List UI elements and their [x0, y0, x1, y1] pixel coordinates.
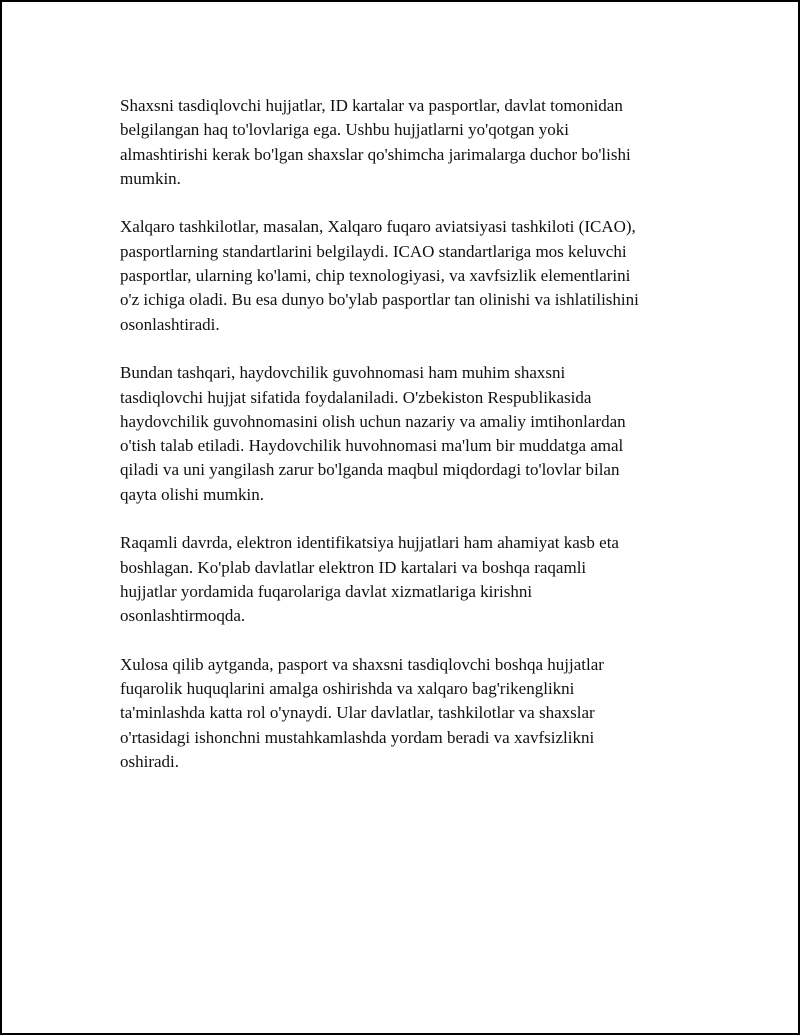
paragraph-electronic-id: Raqamli davrda, elektron identifikatsiya hujjatlari ham ahamiyat kasb eta boshlagan. Ko'plab davlatlar elektron ID kartalari va boshqa raqamli hujjatlar yordamida fuqarolariga davlat xizmatlariga kirishni osonlashtirmoqda.	[120, 533, 619, 626]
paragraph-driving-license: Bundan tashqari, haydovchilik guvohnomasi ham muhim shaxsni tasdiqlovchi hujjat sifatida foydalaniladi. O'zbekiston Respublikasida haydovchilik guvohnomasini olish uchun nazariy va amaliy imtihonlardan o'tish talab etiladi. Haydovchilik huvohnomasi ma'lum bir muddatga amal qiladi va uni yangilash zarur bo'lganda maqbul miqdordagi to'lovlar bilan qayta olishi mumkin.	[120, 363, 626, 504]
paragraph-fees: Shaxsni tasdiqlovchi hujjatlar, ID kartalar va pasportlar, davlat tomonidan belgilangan haq to'lovlariga ega. Ushbu hujjatlarni yo'qotgan yoki almashtirishi kerak bo'lgan shaxslar qo'shimcha jarimalarga duchor bo'lishi mumkin.	[120, 96, 631, 188]
paragraph-icao-standards: Xalqaro tashkilotlar, masalan, Xalqaro fuqaro aviatsiyasi tashkiloti (ICAO), pasportlarning standartlarini belgilaydi. ICAO standartlariga mos keluvchi pasportlar, ularning ko'lami, chip texnologiyasi, va xavfsizlik elementlarini o'z ichiga oladi. Bu esa dunyo bo'ylab pasportlar tan olinishi va ishlatilishini osonlashtiradi.	[120, 217, 639, 334]
document-body	[120, 94, 692, 799]
paragraph-conclusion: Xulosa qilib aytganda, pasport va shaxsni tasdiqlovchi boshqa hujjatlar fuqarolik huquqlarini amalga oshirishda va xalqaro bag'rikenglikni ta'minlashda katta rol o'ynaydi. Ular davlatlar, tashkilotlar va shaxslar o'rtasidagi ishonchni mustahkamlashda yordam beradi va xavfsizlikni oshiradi.	[120, 654, 604, 772]
